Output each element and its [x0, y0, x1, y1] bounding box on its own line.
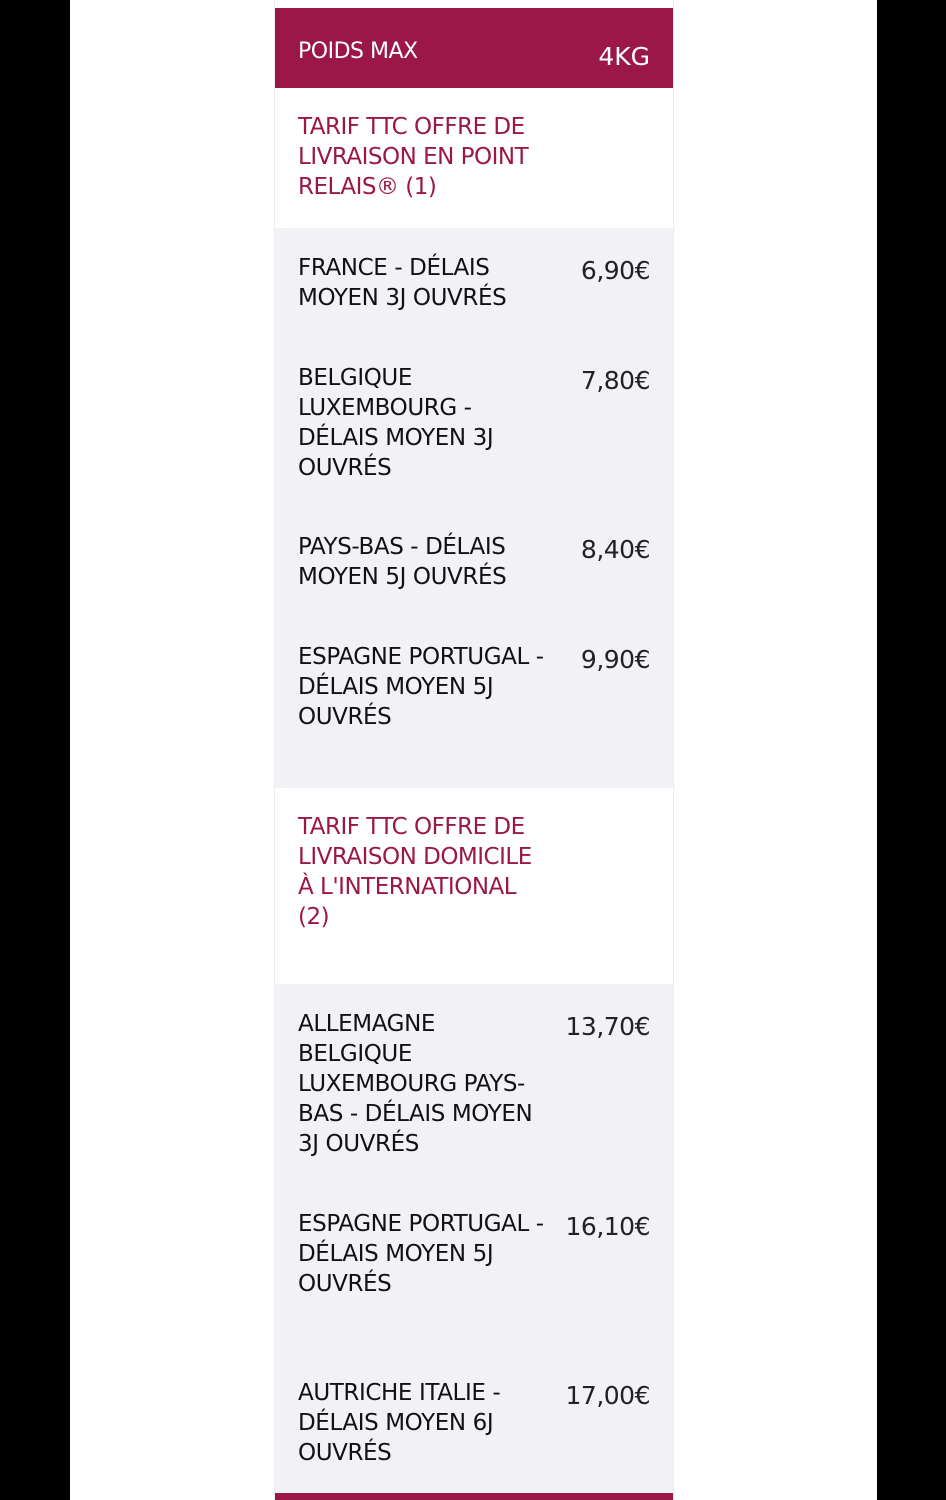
price-value: 7,80€	[580, 366, 650, 395]
price-value: 13,70€	[565, 1012, 650, 1041]
page	[70, 0, 877, 1500]
price-value: 16,10€	[565, 1212, 650, 1241]
destination-label: FRANCE - DÉLAIS MOYEN 3J OUVRÉS	[298, 255, 507, 311]
price-value: 17,00€	[565, 1381, 650, 1410]
next-table-header-edge	[275, 1493, 673, 1500]
destination-label: AUTRICHE ITALIE - DÉLAIS MOYEN 6J OUVRÉS	[298, 1380, 501, 1466]
rate-row	[275, 617, 673, 788]
rate-row	[275, 984, 673, 1184]
home-rates-list	[275, 984, 673, 1493]
section-title-text: TARIF TTC OFFRE DE LIVRAISON EN POINT RELAIS® (1)	[298, 114, 529, 200]
price-value: 6,90€	[580, 256, 650, 285]
section-title-relay	[275, 88, 673, 228]
relay-rates-list	[275, 228, 673, 788]
destination-label: BELGIQUE LUXEMBOURG - DÉLAIS MOYEN 3J OUVRÉS	[298, 365, 494, 481]
destination-label: ALLEMAGNE BELGIQUE LUXEMBOURG PAYS-BAS - DÉLAIS MOYEN 3J OUVRÉS	[298, 1011, 533, 1157]
rate-row	[275, 228, 673, 338]
rate-row	[275, 507, 673, 617]
header-label: POIDS MAX	[298, 39, 418, 64]
destination-label: ESPAGNE PORTUGAL - DÉLAIS MOYEN 5J OUVRÉS	[298, 1211, 544, 1297]
price-value: 9,90€	[580, 645, 650, 674]
section-title-text: TARIF TTC OFFRE DE LIVRAISON DOMICILE À L'INTERNATIONAL (2)	[298, 814, 532, 930]
section-title-home-international	[275, 788, 673, 984]
shipping-rates-table	[274, 0, 674, 1500]
price-value: 8,40€	[580, 535, 650, 564]
destination-label: PAYS-BAS - DÉLAIS MOYEN 5J OUVRÉS	[298, 534, 507, 590]
destination-label: ESPAGNE PORTUGAL - DÉLAIS MOYEN 5J OUVRÉS	[298, 644, 544, 730]
table-header	[275, 8, 673, 88]
header-value: 4KG	[598, 42, 650, 71]
rate-row	[275, 338, 673, 507]
rate-row	[275, 1353, 673, 1493]
rate-row	[275, 1184, 673, 1353]
